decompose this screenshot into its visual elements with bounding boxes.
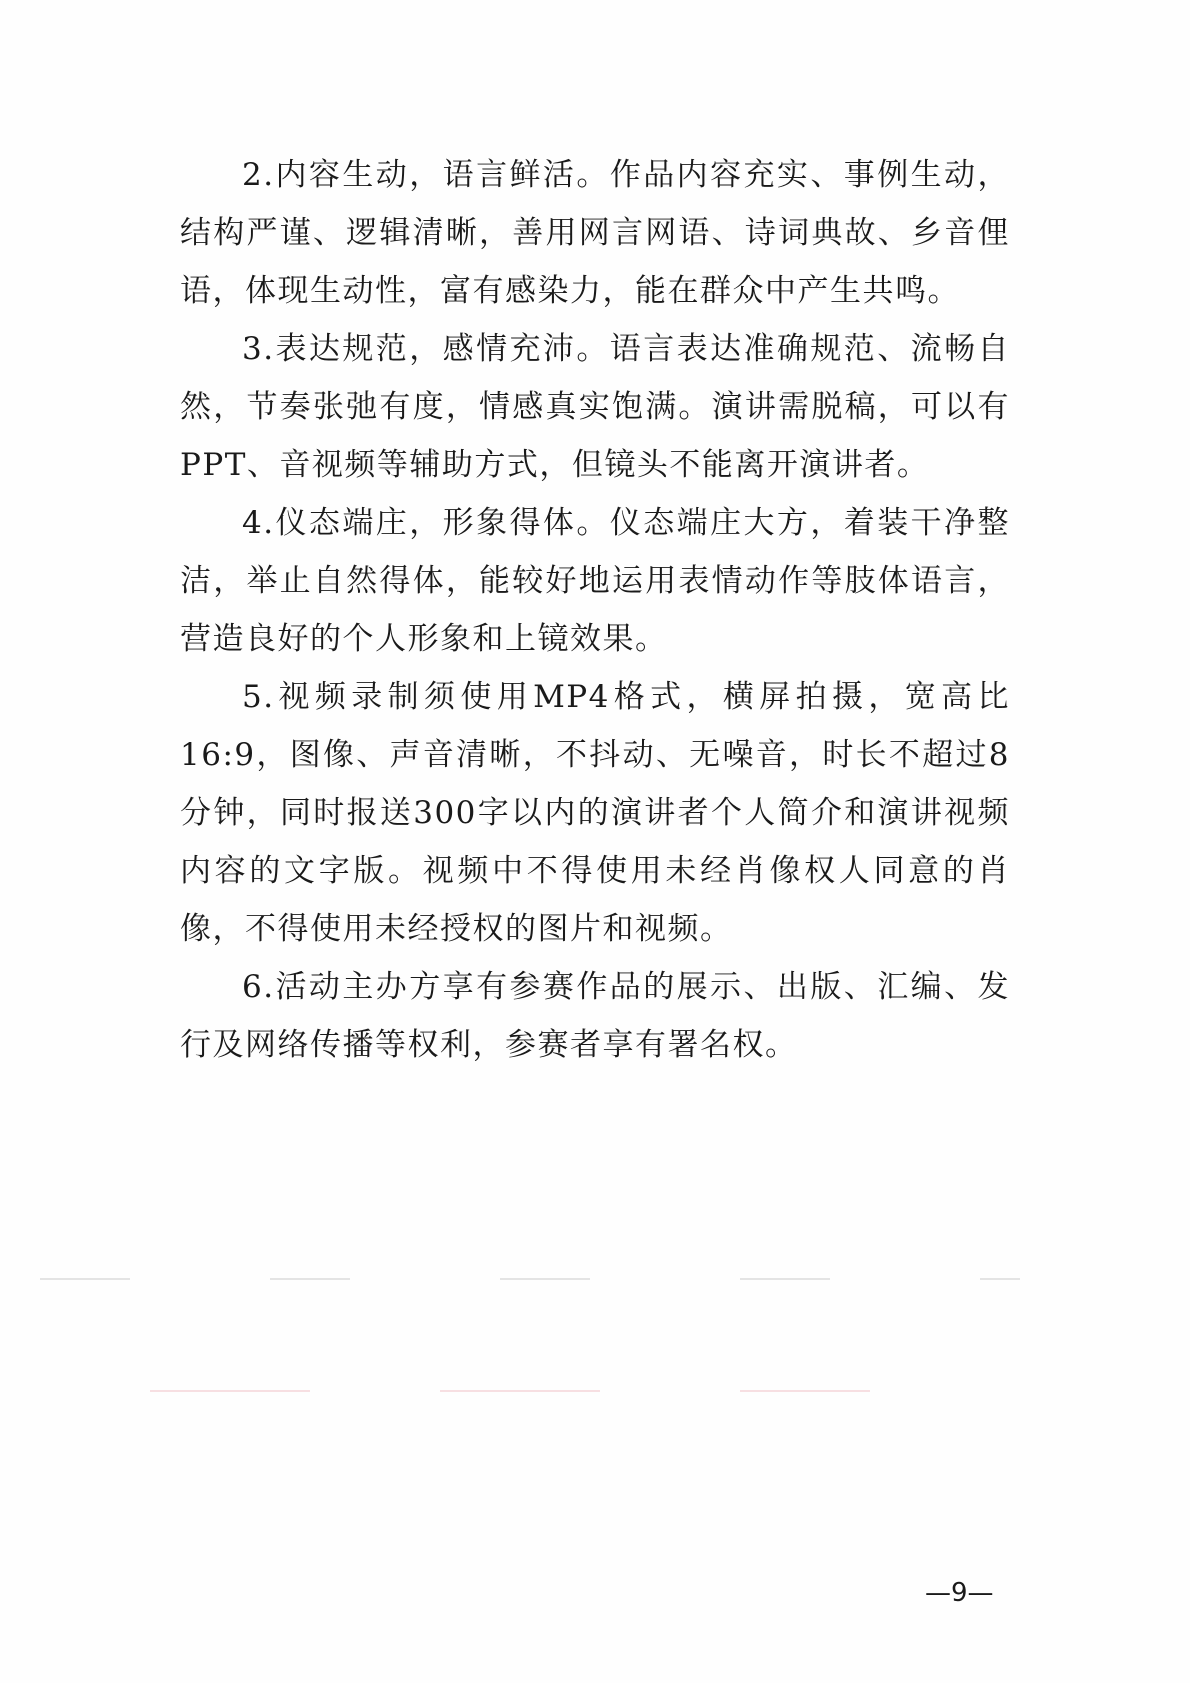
scan-artifact-line <box>270 1278 350 1280</box>
page-number: —9— <box>925 1578 994 1608</box>
scan-artifact-line <box>40 1278 130 1280</box>
scan-artifact-line <box>500 1278 590 1280</box>
paragraph-expression-standard: 3.表达规范，感情充沛。语言表达准确规范、流畅自然，节奏张弛有度，情感真实饱满。演讲需脱稿，可以有PPT、音视频等辅助方式，但镜头不能离开演讲者。 <box>180 331 1010 483</box>
scan-artifact-line <box>440 1390 600 1392</box>
scan-artifact-line <box>740 1390 870 1392</box>
paragraph-content-vivid: 2.内容生动，语言鲜活。作品内容充实、事例生动，结构严谨、逻辑清晰，善用网言网语、诗词典故、乡音俚语，体现生动性，富有感染力，能在群众中产生共鸣。 <box>180 157 1010 309</box>
paragraph-demeanor: 4.仪态端庄，形象得体。仪态端庄大方，着装干净整洁，举止自然得体，能较好地运用表情动作等肢体语言，营造良好的个人形象和上镜效果。 <box>180 505 1010 657</box>
scan-artifact-line <box>150 1390 310 1392</box>
paragraph-video-requirements: 5.视频录制须使用MP4格式，横屏拍摄，宽高比16:9，图像、声音清晰，不抖动、无噪音，时长不超过8分钟，同时报送300字以内的演讲者个人简介和演讲视频内容的文字版。视频中不得使用未经肖像权人同意的肖像，不得使用未经授权的图片和视频。 <box>180 679 1010 947</box>
document-body <box>180 146 1010 1074</box>
scan-artifact-line <box>980 1278 1020 1280</box>
scan-artifact-line <box>740 1278 830 1280</box>
paragraph-rights: 6.活动主办方享有参赛作品的展示、出版、汇编、发行及网络传播等权利，参赛者享有署名权。 <box>180 969 1010 1063</box>
